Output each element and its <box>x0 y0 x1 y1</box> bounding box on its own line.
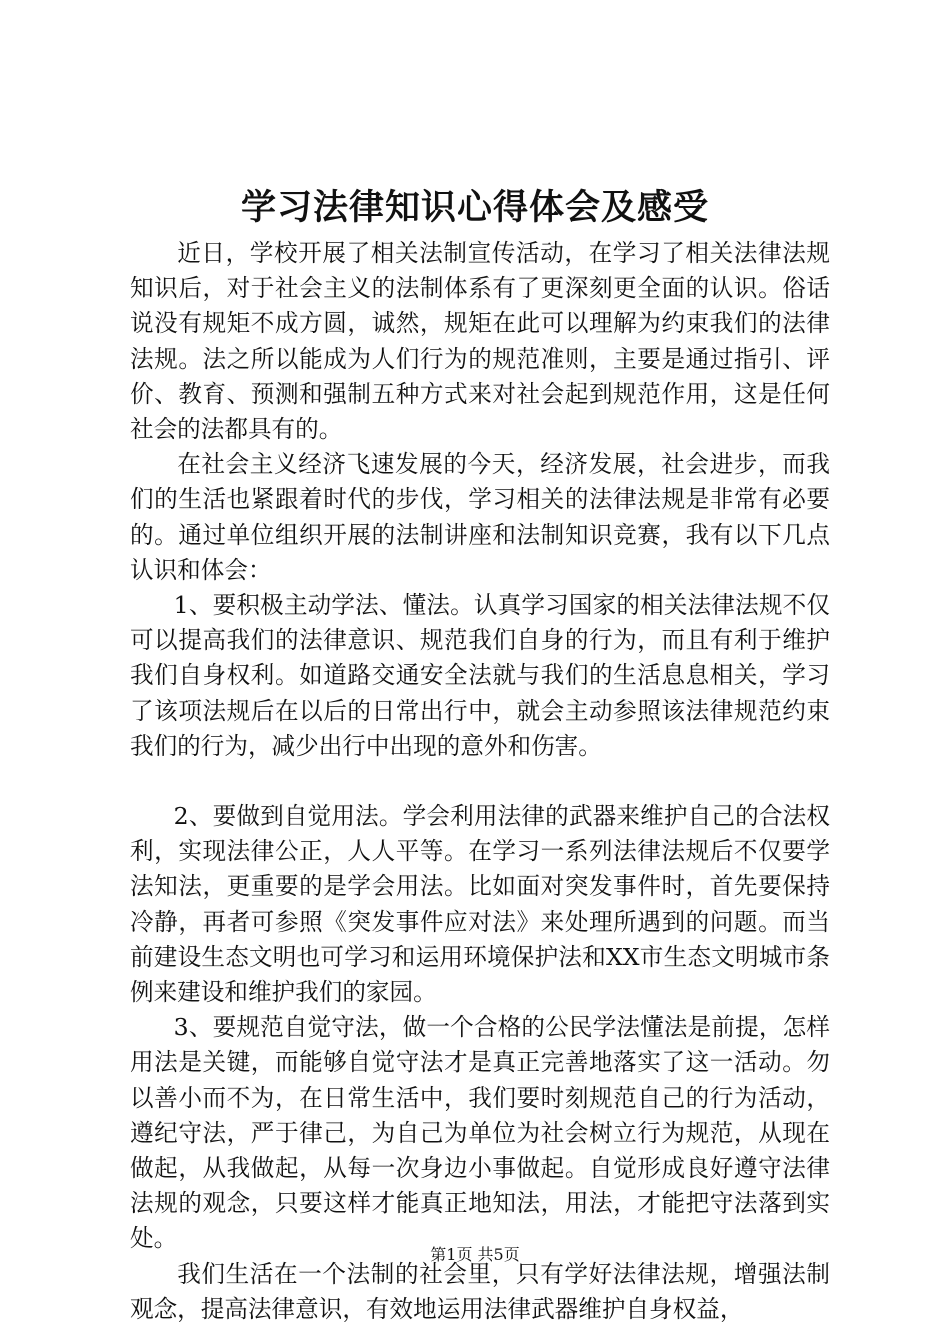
paragraph-point-1: 1、要积极主动学法、懂法。认真学习国家的相关法律法规不仅可以提高我们的法律意识、规范我们自身的行为，而且有利于维护我们自身权利。如道路交通安全法就与我们的生活息息相关，学习了该项法规后在以后的日常出行中，就会主动参照该法律规范约束我们的行为，减少出行中出现的意外和伤害。 <box>130 591 830 760</box>
paragraph-conclusion: 我们生活在一个法制的社会里，只有学好法律法规，增强法制观念，提高法律意识，有效地运用法律武器维护自身权益， <box>130 1259 830 1323</box>
page-number-footer: 第1页 共5页 <box>430 1245 520 1264</box>
document-body <box>130 236 830 1327</box>
paragraph-point-3: 3、要规范自觉守法，做一个合格的公民学法懂法是前提，怎样用法是关键，而能够自觉守法才是真正完善地落实了这一活动。勿以善小而不为，在日常生活中，我们要时刻规范自己的行为活动，遵纪守法，严于律己，为自己为单位为社会树立行为规范，从现在做起，从我做起，从每一次身边小事做起。自觉形成良好遵守法律法规的观念，只要这样才能真正地知法，用法，才能把守法落到实处。 <box>130 1013 830 1253</box>
paragraph-intro: 近日，学校开展了相关法制宣传活动，在学习了相关法律法规知识后，对于社会主义的法制体系有了更深刻更全面的认识。俗话说没有规矩不成方圆，诚然，规矩在此可以理解为约束我们的法律法规。法之所以能成为人们行为的规范准则，主要是通过指引、评价、教育、预测和强制五种方式来对社会起到规范作用，这是任何社会的法都具有的。 <box>130 239 830 444</box>
document-title: 学习法律知识心得体会及感受 <box>240 187 709 228</box>
paragraph-background: 在社会主义经济飞速发展的今天，经济发展，社会进步，而我们的生活也紧跟着时代的步伐，学习相关的法律法规是非常有必要的。通过单位组织开展的法制讲座和法制知识竞赛，我有以下几点认识和体会： <box>130 450 830 584</box>
paragraph-spacer <box>130 764 830 799</box>
paragraph-point-2: 2、要做到自觉用法。学会利用法律的武器来维护自己的合法权利，实现法律公正，人人平等。在学习一系列法律法规后不仅要学法知法，更重要的是学会用法。比如面对突发事件时，首先要保持冷静，再者可参照《突发事件应对法》来处理所遇到的问题。而当前建设生态文明也可学习和运用环境保护法和XX市生态文明城市条例来建设和维护我们的家园。 <box>130 802 830 1007</box>
